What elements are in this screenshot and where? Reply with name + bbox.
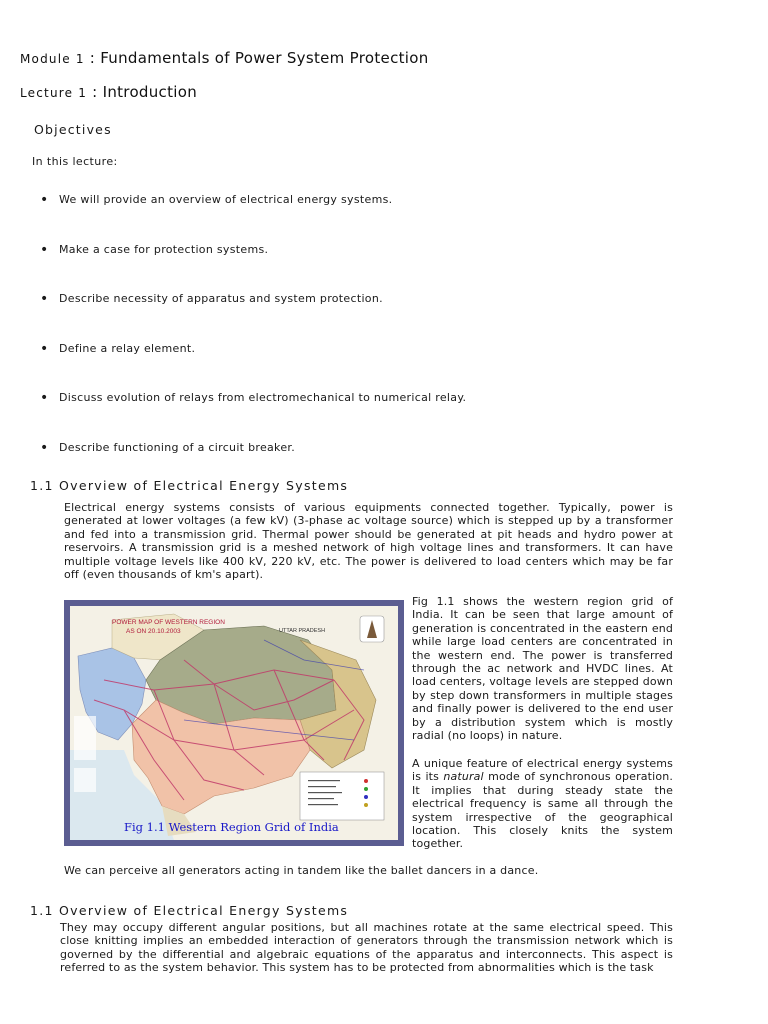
section-title: Overview of Electrical Energy Systems bbox=[59, 478, 349, 493]
section-number: 1.1 bbox=[30, 903, 54, 918]
list-item: • We will provide an overview of electrical energy systems. bbox=[40, 192, 393, 208]
list-item: • Discuss evolution of relays from electromechanical to numerical relay. bbox=[40, 390, 467, 407]
lecture-title: : Introduction bbox=[92, 83, 198, 101]
section-title: Overview of Electrical Energy Systems bbox=[59, 903, 349, 918]
figure-caption: Fig 1.1 Western Region Grid of India bbox=[124, 820, 339, 834]
objectives-list bbox=[40, 193, 680, 491]
bullet-icon: • bbox=[40, 340, 49, 357]
map-subtitle: AS ON 20.10.2003 bbox=[126, 628, 181, 635]
western-region-map-figure bbox=[64, 600, 404, 846]
grid-map-image bbox=[64, 600, 404, 846]
system-behavior-paragraph: They may occupy different angular positions, but all machines rotate at the same electrical speed. This close knitting implies an embedded interaction of generators through the transmission network which is governed by the differential and algebraic equations of the apparatus and interconnects. This aspect is referred to as the system behavior. This system has to be protected from abnormalities which is the task bbox=[60, 921, 673, 975]
tandem-sentence: We can perceive all generators acting in tandem like the ballet dancers in a dance. bbox=[64, 864, 539, 877]
module-title: : Fundamentals of Power System Protection bbox=[89, 49, 429, 67]
list-item: • Make a case for protection systems. bbox=[40, 241, 269, 258]
lecture-heading bbox=[20, 82, 197, 101]
list-item: • Describe necessity of apparatus and system protection. bbox=[40, 291, 383, 308]
bullet-icon: • bbox=[40, 291, 49, 308]
section-number: 1.1 bbox=[30, 478, 54, 493]
list-item: • Describe functioning of a circuit breaker. bbox=[40, 439, 296, 456]
synchronous-paragraph: A unique feature of electrical energy systems is its natural mode of synchronous operation. It implies that during steady state the electrical frequency is same all through the system irrespective of the geographical location. This closely knits the system together. bbox=[412, 757, 673, 851]
bullet-icon: • bbox=[40, 439, 49, 456]
objectives-heading: Objectives bbox=[34, 122, 112, 137]
bullet-icon: • bbox=[40, 390, 49, 407]
lecture-prefix: Lecture 1 bbox=[20, 86, 88, 100]
region-label: UTTAR PRADESH bbox=[279, 628, 326, 634]
legend-panel bbox=[300, 772, 384, 820]
map-title: POWER MAP OF WESTERN REGION bbox=[112, 619, 225, 626]
bullet-icon: • bbox=[40, 192, 49, 208]
list-item: • Define a relay element. bbox=[40, 340, 196, 357]
objectives-lead: In this lecture: bbox=[32, 155, 118, 168]
intro-paragraph: Electrical energy systems consists of various equipments connected together. Typically, power is generated at lower voltages (a few kV) (3-phase ac voltage source) which is stepped up by a transformer and fed into a transmission grid. Thermal power should be generated at pit heads and hydro power at reservoirs. A transmission grid is a meshed network of high voltage lines and transformers. It can have multiple voltage levels like 400 kV, 220 kV, etc. The power is delivered to load centers which may be far off (even thousands of km's apart). bbox=[64, 501, 673, 582]
section-heading-repeat bbox=[30, 903, 348, 918]
section-heading bbox=[30, 478, 348, 493]
figure-description: Fig 1.1 shows the western region grid of India. It can be seen that large amount of generation is concentrated in the eastern end while large load centers are concentrated in the western end. The power is transferred through the ac network and HVDC lines. At load centers, voltage levels are stepped down by step down transformers in multiple stages and finally power is delivered to the end user by a distribution system which is mostly radial (no loops) in nature. bbox=[412, 595, 673, 743]
bullet-icon: • bbox=[40, 241, 49, 258]
module-prefix: Module 1 bbox=[20, 52, 85, 66]
module-heading bbox=[20, 48, 429, 67]
emphasis-natural: natural bbox=[443, 770, 484, 784]
